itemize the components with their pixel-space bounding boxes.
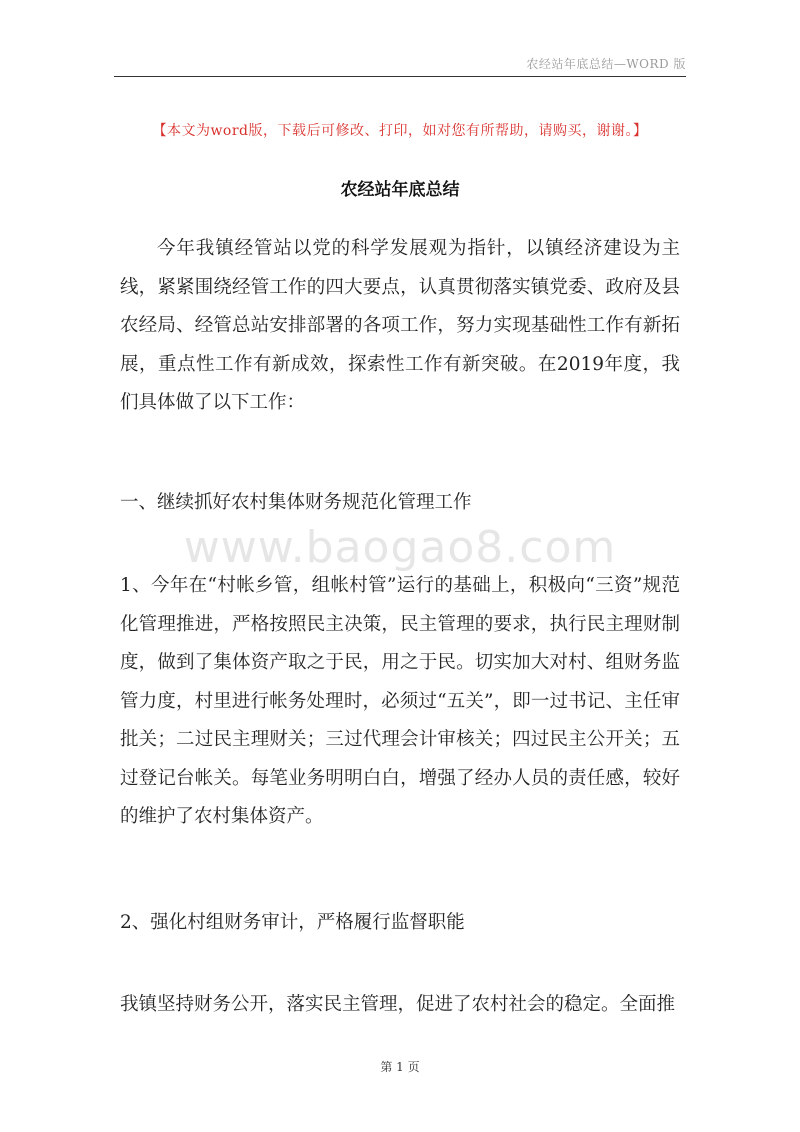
intro-paragraph: 今年我镇经管站以党的科学发展观为指针，以镇经济建设为主线，紧紧围绕经管工作的四大要点，认真贯彻落实镇党委、政府及县农经局、经管总站安排部署的各项工作，努力实现基础性工作有新拓展，重点性工作有新成效，探索性工作有新突破。在2019年度，我们具体做了以下工作： (120, 238, 680, 413)
page-number: 第 1 页 (380, 1060, 420, 1074)
download-notice: 【本文为word版，下载后可修改、打印，如对您有所帮助，请购买，谢谢。】 (152, 123, 648, 139)
item-2-paragraph: 我镇坚持财务公开，落实民主管理，促进了农村社会的稳定。全面推 (120, 994, 676, 1015)
header-divider (114, 76, 686, 77)
running-header: 农经站年底总结—WORD 版 (526, 57, 686, 71)
section-heading-2: 2、强化村组财务审计，严格履行监督职能 (120, 912, 465, 933)
document-title: 农经站年底总结 (340, 180, 460, 200)
section-heading-1: 一、继续抓好农村集体财务规范化管理工作 (120, 492, 472, 513)
item-1-paragraph: 1、今年在“村帐乡管，组帐村管”运行的基础上，积极向“三资”规范化管理推进，严格按照民主决策，民主管理的要求，执行民主理财制度，做到了集体资产取之于民，用之于民。切实加大对村、组财务监管力度，村里进行帐务处理时，必须过“五关”，即一过书记、主任审批关；二过民主理财关；三过代理会计审核关；四过民主公开关；五过登记台帐关。每笔业务明明白白，增强了经办人员的责任感，较好的维护了农村集体资产。 (120, 575, 680, 827)
site-watermark: www.baogao8.com (183, 522, 617, 573)
